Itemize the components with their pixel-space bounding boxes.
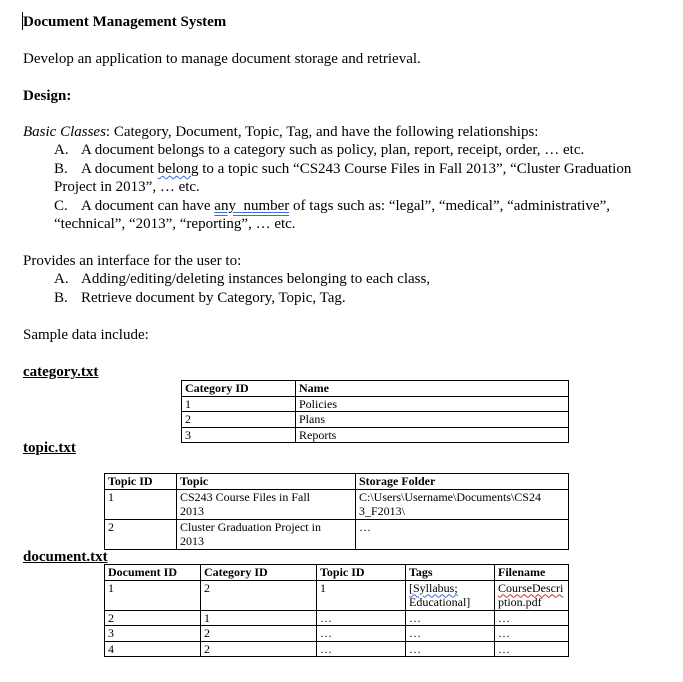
table-cell: Reports <box>296 427 569 443</box>
table-cell: 3 <box>105 626 201 642</box>
table-row <box>105 641 569 657</box>
topic-header-id: Topic ID <box>105 474 177 490</box>
design-heading: Design: <box>23 88 72 104</box>
table-cell: … <box>495 626 569 642</box>
table-cell: … <box>317 626 406 642</box>
filename-line: ption.pdf <box>498 595 542 609</box>
folder-line: 3_F2013\ <box>359 504 406 518</box>
basic-classes-label: Basic Classes <box>23 124 106 140</box>
document-filename: document.txt <box>23 549 108 565</box>
table-cell: … <box>406 641 495 657</box>
table-cell: 1 <box>201 610 317 626</box>
document-header-filename: Filename <box>495 565 569 581</box>
basic-classes-paragraph <box>23 123 538 141</box>
table-row <box>182 396 569 412</box>
table-row <box>105 610 569 626</box>
interface-b-text: Retrieve document by Category, Topic, Tag. <box>81 290 346 306</box>
relationship-a-text: A document belongs to a category such as policy, plan, report, receipt, order, … etc. <box>81 142 585 158</box>
interface-b-marker: B. <box>54 290 68 306</box>
topic-header-topic: Topic <box>177 474 356 490</box>
category-filename: category.txt <box>23 364 99 380</box>
relationship-b-post: to a topic such “CS243 Course Files in Fall 2013”, “Cluster Graduation <box>198 161 632 177</box>
relationship-c-marker: C. <box>54 198 68 214</box>
intro-paragraph: Develop an application to manage document storage and retrieval. <box>23 51 421 67</box>
table-row <box>182 412 569 428</box>
spell-flag-syllabus[interactable]: [Syllabus; <box>409 580 458 595</box>
relationship-b-text <box>81 160 631 178</box>
table-cell <box>177 489 356 519</box>
relationship-c-line2: “technical”, “2013”, “reporting”, … etc. <box>54 216 296 232</box>
topic-header-row <box>105 474 569 490</box>
table-cell <box>495 580 569 610</box>
table-cell: … <box>406 626 495 642</box>
grammar-flag-belong[interactable]: belong <box>157 161 199 177</box>
table-cell: … <box>495 610 569 626</box>
sample-heading: Sample data include: <box>23 327 149 343</box>
table-row <box>105 519 569 549</box>
table-cell: 4 <box>105 641 201 657</box>
interface-a-marker: A. <box>54 271 69 287</box>
table-cell: 1 <box>105 489 177 519</box>
relationship-a-marker: A. <box>54 142 69 158</box>
spell-flag-filename[interactable]: CourseDescri <box>498 580 564 595</box>
category-table <box>181 380 569 443</box>
table-cell: 2 <box>201 626 317 642</box>
basic-classes-text: : Category, Document, Topic, Tag, and have the following relationships: <box>105 124 539 140</box>
tags-line: Educational] <box>409 595 471 609</box>
table-cell: … <box>406 610 495 626</box>
table-cell: 3 <box>182 427 296 443</box>
relationship-c-post: of tags such as: “legal”, “medical”, “administrative”, <box>289 198 610 214</box>
topic-header-folder: Storage Folder <box>356 474 569 490</box>
topic-line: 2013 <box>180 504 204 518</box>
document-table <box>104 564 569 657</box>
table-row <box>182 427 569 443</box>
table-cell: … <box>317 641 406 657</box>
topic-line: 2013 <box>180 534 204 548</box>
topic-line: Cluster Graduation Project in <box>180 519 321 534</box>
relationship-c-text <box>81 197 610 215</box>
table-cell: 1 <box>105 580 201 610</box>
grammar-flag-any-number[interactable]: any number <box>214 198 290 214</box>
table-cell: … <box>495 641 569 657</box>
table-cell: 1 <box>182 396 296 412</box>
document-header-id: Document ID <box>105 565 201 581</box>
table-cell <box>356 489 569 519</box>
table-cell: 2 <box>105 519 177 549</box>
interface-heading: Provides an interface for the user to: <box>23 253 242 269</box>
folder-line: C:\Users\Username\Documents\CS24 <box>359 489 541 504</box>
topic-table <box>104 473 569 550</box>
interface-a-text: Adding/editing/deleting instances belonging to each class, <box>81 271 431 287</box>
relationship-b-pre: A document <box>81 161 158 177</box>
relationship-c-pre: A document can have <box>81 198 215 214</box>
relationship-b-marker: B. <box>54 161 68 177</box>
table-row <box>105 626 569 642</box>
table-cell: Policies <box>296 396 569 412</box>
table-cell <box>177 519 356 549</box>
table-cell: Plans <box>296 412 569 428</box>
table-cell: 2 <box>201 580 317 610</box>
category-header-row <box>182 381 569 397</box>
table-cell: … <box>317 610 406 626</box>
document-header-row <box>105 565 569 581</box>
document-header-category: Category ID <box>201 565 317 581</box>
table-row <box>105 580 569 610</box>
table-cell: 2 <box>105 610 201 626</box>
relationship-b-line2: Project in 2013”, … etc. <box>54 179 200 195</box>
topic-line: CS243 Course Files in Fall <box>180 489 311 504</box>
document-header-tags: Tags <box>406 565 495 581</box>
document-header-topic: Topic ID <box>317 565 406 581</box>
table-cell: 2 <box>182 412 296 428</box>
table-cell: 1 <box>317 580 406 610</box>
topic-filename: topic.txt <box>23 440 76 456</box>
category-header-name: Name <box>296 381 569 397</box>
document-title: Document Management System <box>23 14 227 30</box>
table-cell: … <box>356 519 569 549</box>
table-row <box>105 489 569 519</box>
table-cell <box>406 580 495 610</box>
category-header-id: Category ID <box>182 381 296 397</box>
table-cell: 2 <box>201 641 317 657</box>
